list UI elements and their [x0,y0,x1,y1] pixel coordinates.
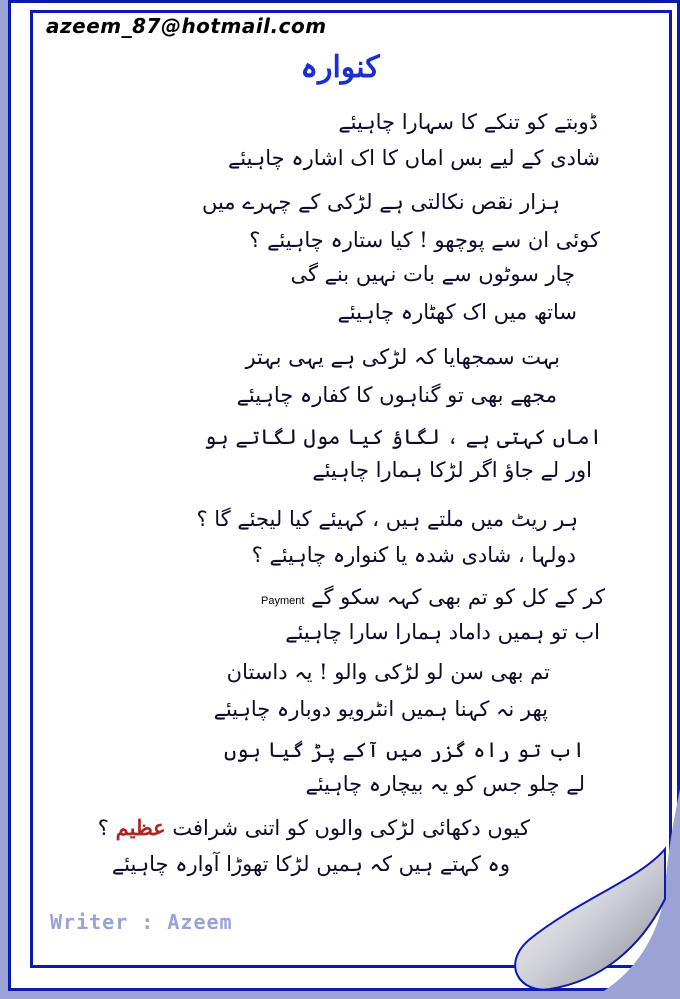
author-email: azeem_87@hotmail.com [46,14,327,38]
writer-credit: Writer : Azeem [50,910,233,934]
poem-line: بہت سمجھایا کہ لڑکی ہے یہی بہتر [245,345,560,369]
poem-line-text: کر کے کل کو تم بھی کہہ سکو گے [311,585,605,609]
poem-line-text: کیوں دکھائی لڑکی والوں کو اتنی شرافت [172,816,530,840]
poem-line: لے چلو جس کو یہ بیچارہ چاہیئے [305,772,585,796]
poem-line: پھر نہ کہنا ہمیں انٹرویو دوبارہ چاہیئے [213,697,548,721]
poem-line: مجھے بھی تو گناہوں کا کفارہ چاہیئے [236,383,557,407]
poet-name: عظیم [115,815,166,840]
poem-line: اماں کہتی ہے ، لگاؤ کیا مول لگاتے ہو [204,425,602,449]
poem-title: کنوارہ [300,50,380,85]
poem-line [98,815,530,840]
poem-line: چار سوٹوں سے بات نہیں بنے گی [290,262,575,286]
poem-line: وہ کہتے ہیں کہ ہمیں لڑکا تھوڑا آوارہ چاہیئے [111,852,510,876]
poem-line: ہزار نقص نکالتی ہے لڑکی کے چہرے میں [201,190,560,214]
page-curl-icon [490,789,680,999]
poem-line [261,585,605,609]
poem-line: کوئی ان سے پوچھو ! کیا ستارہ چاہیئے ؟ [249,228,600,252]
poem-line: ڈوبتے کو تنکے کا سہارا چاہیئے [338,110,598,134]
payment-word: Payment [261,595,305,607]
poem-line: اب تو راہ گزر میں آکے پڑ گیا ہوں [223,738,585,762]
question-mark: ؟ [97,816,109,840]
poem-line: شادی کے لیے بس اماں کا اک اشارہ چاہیئے [227,146,600,170]
poem-line: ہر ریٹ میں ملتے ہیں ، کہیئے کیا لیجئے گا ؟ [196,507,578,531]
poem-line: دولہا ، شادی شدہ یا کنوارہ چاہیئے ؟ [251,543,576,567]
poem-line: اب تو ہمیں داماد ہمارا سارا چاہیئے [285,620,600,644]
poem-line: تم بھی سن لو لڑکی والو ! یہ داستان [226,660,550,684]
poem-line: اور لے جاؤ اگر لڑکا ہمارا چاہیئے [312,458,592,482]
poem-line: ساتھ میں اک کھٹارہ چاہیئے [337,300,577,324]
